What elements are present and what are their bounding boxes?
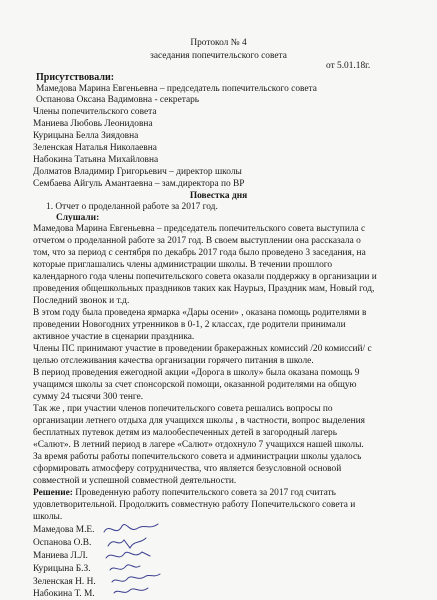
decision-heading: Решение:	[33, 488, 73, 498]
present-line: Маниева Любовь Леонидовна	[33, 119, 153, 129]
agenda-item: 1. Отчет о проделанной работе за 2017 год.	[46, 202, 218, 212]
present-line: Курицына Белла Зиядовна	[33, 131, 139, 141]
heard-line: которые приглашались члены администрации школы. В течении прошлого	[33, 260, 333, 270]
heard-line: целью отслеживания качества организации горячего питания в школе.	[33, 356, 314, 366]
decision-line: удовлетворительной. Продолжить совместную работу Попечительского совета и	[33, 500, 356, 510]
decision-line: школы.	[33, 512, 63, 522]
heard-line: учащимся школы за счет спонсорской помощи, оказанной родителями на общую	[33, 380, 357, 390]
heard-line: «Салют». В летний период в лагере «Салют» отдохнуло 7 учащихся нашей школы.	[33, 440, 364, 450]
signatory-name: Набокина Т. М.	[33, 589, 95, 599]
heard-line: организации летнего отдыха для учащихся школы , в частности, вопрос выделения	[33, 416, 365, 426]
protocol-date: от 5.01.18г.	[326, 61, 371, 71]
heard-line: Мамедова Марина Евгеньевна – председатель попечительского совета выступила с	[33, 224, 366, 234]
protocol-title: Протокол № 4	[190, 38, 247, 48]
heard-line: сумму 24 тысячи 300 тенге.	[33, 392, 144, 402]
heard-line: отчетом о проделанной работе за 2017 год. В своем выступлении она рассказала о	[33, 236, 361, 246]
heard-line: том, что за период с сентября по декабрь 2017 года было проведено 3 заседания, на	[33, 248, 366, 258]
decision-line-first	[33, 488, 336, 499]
heard-line: бесплатных путевок детям из малообеспеченных детей в загородный лагерь	[33, 428, 337, 438]
agenda-heading: Повестка дня	[189, 191, 248, 201]
handwritten-signatures	[100, 518, 170, 598]
signatory-name: Маниева Л.Л.	[33, 551, 88, 561]
heard-line: За время работы работы попечительского совета и администрации школы удалось	[33, 452, 362, 462]
heard-line: Последний звонок и т.д.	[33, 296, 130, 306]
heard-line: В этом году была проведена ярмарка «Дары осени» , оказана помощь родителями в	[33, 308, 367, 318]
present-line: Оспанова Оксана Вадимовна - секретарь	[36, 95, 200, 105]
heard-line: Члены ПС принимают участие в проведении бракеражных комиссий /20 комиссий/ с	[33, 344, 372, 354]
present-line: Сембаева Айгуль Амантаевна – зам.директора по ВР	[33, 179, 245, 189]
heard-line: В период проведения ежегодной акции «Дорога в школу» была оказана помощь 9	[33, 368, 360, 378]
protocol-subtitle: заседания попечительского совета	[150, 51, 287, 61]
heard-line: проведения общешкольных праздников таких как Наурыз, Праздник мам, Новый год,	[33, 284, 375, 294]
present-heading: Присутствовали:	[36, 72, 115, 83]
heard-line: календарного года члены попечительского совета оказали поддержку в организации и	[33, 272, 377, 282]
present-line: Набокина Татьяна Михайловна	[33, 155, 159, 165]
heard-line: сформировать атмосферу сотрудничества, что является безусловной основой	[33, 464, 342, 474]
heard-line: Так же , при участии членов попечительского совета решались вопросы по	[33, 404, 333, 414]
signatory-name: Курицына Б.З.	[33, 564, 91, 574]
signatory-name: Оспанова О.В.	[33, 538, 92, 548]
heard-line: проведении Новогодних утренников в 0-1, 2 классах, где родители принимали	[33, 320, 346, 330]
present-line: Мамедова Марина Евгеньевна – председатель попечительского совета	[36, 84, 317, 94]
heard-heading: Слушали:	[56, 213, 100, 223]
present-line: Зеленская Наталья Николаевна	[33, 143, 157, 153]
signatory-name: Мамедова М.Е.	[33, 525, 95, 535]
heard-line: совместной и успешной совместной деятельности.	[33, 476, 237, 486]
present-line: Долматов Владимир Григорьевич – директор школы	[33, 167, 242, 177]
signatory-name: Зеленская Н. Н.	[33, 577, 96, 587]
heard-line: активное участие в сценарии праздника.	[33, 332, 195, 342]
present-line: Члены попечительского совета	[33, 107, 157, 117]
decision-line: Проведенную работу попечительского совета за 2017 год считать	[72, 488, 336, 498]
